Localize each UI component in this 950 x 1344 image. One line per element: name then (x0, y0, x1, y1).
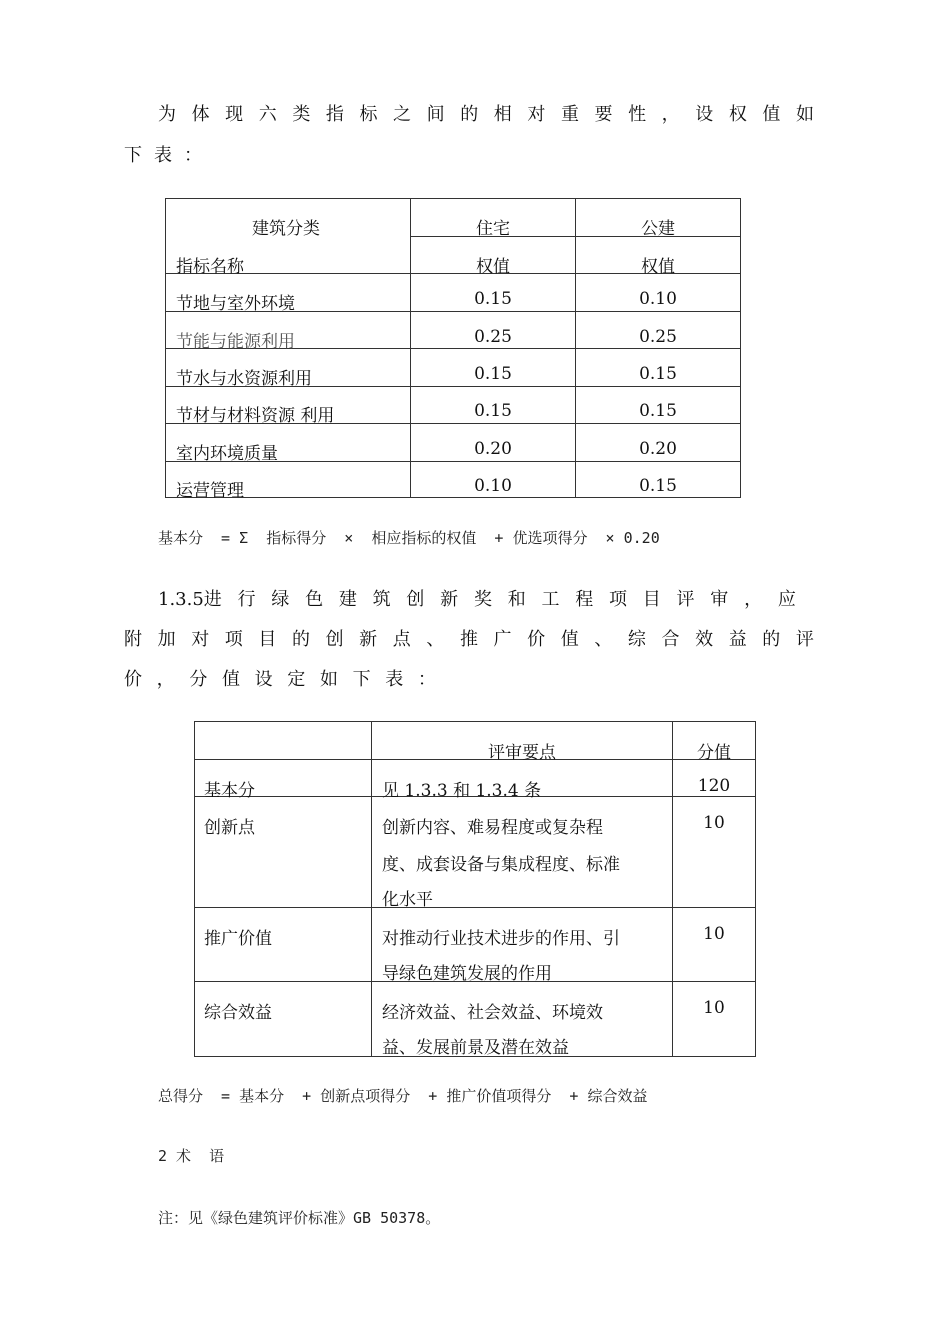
header-residential: 住宅 (476, 219, 510, 239)
text-char: 建 (338, 589, 357, 610)
text-char: 益 (728, 629, 747, 650)
text-char: 评 (676, 589, 695, 610)
text-char: 定 (287, 669, 306, 690)
text-char: 行 (237, 589, 256, 610)
review-row-score: 10 (703, 813, 725, 833)
table-row-public: 0.15 (639, 364, 677, 384)
header-weight-public: 权值 (641, 257, 675, 277)
text-char: 目 (258, 629, 277, 650)
text-char: 值 (560, 629, 579, 650)
review-row-item: 创新点 (204, 818, 255, 838)
text-char: 创 (406, 589, 425, 610)
text-char: 如 (795, 104, 814, 125)
text-char: 的 (762, 629, 781, 650)
text-char: 对 (527, 104, 546, 125)
review-row-score: 10 (703, 924, 725, 944)
review-row-score: 120 (697, 776, 731, 796)
text-char: 标 (359, 104, 378, 125)
text-char: 为 (158, 104, 176, 125)
text-char: 要 (594, 104, 613, 125)
text-char: 权 (728, 104, 747, 125)
text-char: 的 (291, 629, 310, 650)
text-char: 下 (352, 669, 371, 690)
text-char: 间 (426, 104, 445, 125)
table-row-name: 室内环境质量 (176, 444, 278, 464)
text-char: 六 (258, 104, 277, 125)
text-char: 分 (189, 669, 208, 690)
text-char: 表 (385, 669, 404, 690)
text-char: 色 (305, 589, 324, 610)
text-char: 值 (762, 104, 781, 125)
text-char: 评 (795, 629, 814, 650)
table-row-name: 运营管理 (176, 481, 244, 501)
table-row-residential: 0.15 (474, 364, 512, 384)
text-char: 下 (124, 145, 142, 166)
text-char: 和 (507, 589, 526, 610)
terms-heading: 2 术 语 (158, 1147, 225, 1165)
header-public: 公建 (641, 219, 675, 239)
text-char: 的 (460, 104, 479, 125)
total-score-formula: 总得分 = 基本分 + 创新点项得分 + 推广价值项得分 + 综合效益 (158, 1087, 648, 1105)
text-char: 指 (325, 104, 344, 125)
text-char: ， (661, 104, 680, 125)
text-char: 项 (609, 589, 627, 610)
text-char: 效 (695, 629, 714, 650)
text-char: 价 (124, 669, 142, 690)
table-row-residential: 0.25 (474, 327, 512, 347)
review-row-point: 见 1.3.3 和 1.3.4 条 (382, 781, 542, 801)
footnote: 注：见《绿色建筑评价标准》GB 50378。 (158, 1209, 441, 1227)
review-row-point: 导绿色建筑发展的作用 (382, 964, 552, 984)
review-row-item: 基本分 (204, 781, 255, 801)
text-char: 程 (575, 589, 594, 610)
text-char: 合 (661, 629, 680, 650)
text-char: 绿 (271, 589, 290, 610)
text-char: 附 (124, 629, 142, 650)
table-row-public: 0.15 (639, 476, 677, 496)
review-row-item: 推广价值 (204, 929, 272, 949)
table-row-name: 节材与材料资源 利用 (176, 406, 335, 426)
header-score: 分值 (697, 743, 731, 763)
review-row-point: 化水平 (382, 890, 433, 910)
text-char: 应 (777, 589, 796, 610)
text-char: 点 (392, 629, 411, 650)
table-row-public: 0.15 (639, 401, 677, 421)
table-row-residential: 0.15 (474, 289, 512, 309)
text-char: 价 (527, 629, 546, 650)
text-char: 广 (493, 629, 512, 650)
text-char: 新 (359, 629, 378, 650)
text-char: 奖 (473, 589, 492, 610)
text-char: 设 (254, 669, 273, 690)
text-char: 项 (224, 629, 243, 650)
text-char: 重 (560, 104, 579, 125)
text-char: 创 (325, 629, 344, 650)
header-indicator-name: 指标名称 (176, 257, 244, 277)
review-row-point: 益、发展前景及潜在效益 (382, 1038, 569, 1058)
text-char: 目 (642, 589, 661, 610)
text-char: 加 (157, 629, 176, 650)
text-char: 相 (493, 104, 512, 125)
text-char: 表 (154, 145, 172, 166)
text-char: 设 (695, 104, 714, 125)
table-row-public: 0.25 (639, 327, 677, 347)
text-char: 如 (319, 669, 338, 690)
text-char: ： (417, 669, 436, 690)
text-char: 对 (191, 629, 210, 650)
text-char: 类 (292, 104, 311, 125)
text-char: 、 (594, 629, 613, 650)
table-row-residential: 0.20 (474, 439, 512, 459)
text-char: ， (744, 589, 763, 610)
text-char: 值 (221, 669, 240, 690)
review-row-score: 10 (703, 998, 725, 1018)
text-char: 性 (628, 104, 647, 125)
review-row-item: 综合效益 (204, 1003, 272, 1023)
review-row-point: 度、成套设备与集成程度、标准 (382, 855, 620, 875)
text-char: 综 (627, 629, 646, 650)
text-char: 筑 (372, 589, 391, 610)
table-row-public: 0.10 (639, 289, 677, 309)
basic-score-formula: 基本分 = Σ 指标得分 × 相应指标的权值 + 优选项得分 × 0.20 (158, 529, 660, 547)
text-char: 之 (393, 104, 412, 125)
header-review-points: 评审要点 (488, 743, 556, 763)
text-char: 审 (710, 589, 729, 610)
review-row-point: 创新内容、难易程度或复杂程 (382, 818, 603, 838)
table-row-name: 节能与能源利用 (176, 332, 295, 352)
table-row-name: 节地与室外环境 (176, 294, 295, 314)
table-row-residential: 0.10 (474, 476, 512, 496)
table-row-public: 0.20 (639, 439, 677, 459)
header-building-category: 建筑分类 (252, 219, 320, 239)
text-char: 、 (426, 629, 445, 650)
table-row-residential: 0.15 (474, 401, 512, 421)
text-char: 新 (440, 589, 459, 610)
text-char: ， (156, 669, 175, 690)
review-row-point: 对推动行业技术进步的作用、引 (382, 929, 620, 949)
header-weight-residential: 权值 (476, 257, 510, 277)
text-char: 工 (541, 589, 560, 610)
text-char: 体 (191, 104, 210, 125)
text-char: 现 (225, 104, 244, 125)
table-row-name: 节水与水资源利用 (176, 369, 312, 389)
text-char: ： (184, 145, 202, 166)
text-char: 推 (459, 629, 478, 650)
text-char: 1.3.5进 (158, 589, 222, 610)
review-row-point: 经济效益、社会效益、环境效 (382, 1003, 603, 1023)
